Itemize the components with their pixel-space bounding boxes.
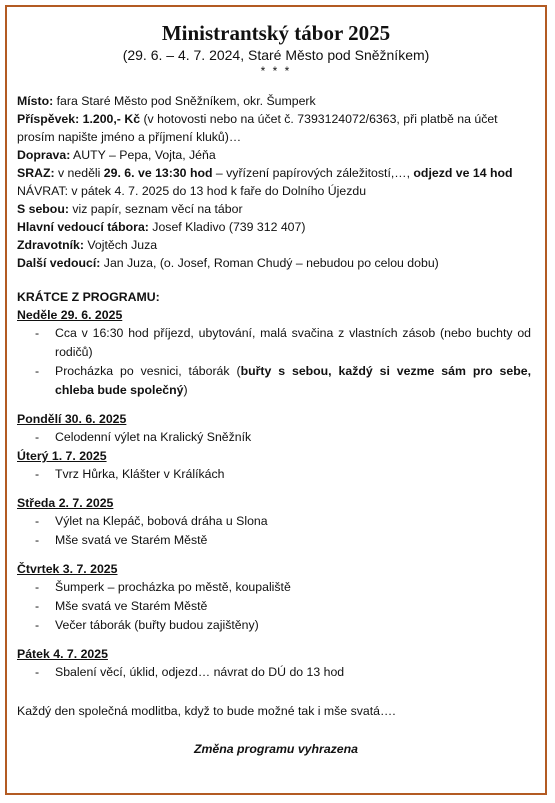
item-text: Šumperk – procházka po městě, koupaliště [55,580,291,594]
sraz-text-2: – vyřízení papírových záležitostí,…, [212,166,414,180]
day-heading: Úterý 1. 7. 2025 [17,449,107,463]
info-sraz [17,164,535,182]
day-heading: Pátek 4. 7. 2025 [17,647,108,661]
zdravotnik-label: Zdravotník: [17,238,84,252]
item-text: Mše svatá ve Starém Městě [55,533,208,547]
item-close: ) [183,383,188,397]
date-location-subtitle: (29. 6. – 4. 7. 2024, Staré Město pod Sněžníkem) [122,47,430,63]
info-dalsi-vedouci [17,254,535,272]
sebou-value: viz papír, seznam věcí na tábor [68,202,243,216]
dalsi-label: Další vedoucí: [17,256,101,270]
closing-note: Změna programu vyhrazena [193,742,358,756]
program-item [55,465,535,484]
info-vedouci [17,218,535,236]
misto-label: Místo: [17,94,54,108]
item-text: Mše svatá ve Starém Městě [55,599,208,613]
day-heading: Pondělí 30. 6. 2025 [17,412,127,426]
program-item [55,324,535,362]
footer-note: Každý den společná modlitba, když to bude možné tak i mše svatá…. [17,704,396,718]
info-zdravotnik [17,236,535,254]
item-text: Tvrz Hůrka, Klášter v Králíkách [55,467,225,481]
misto-value: fara Staré Město pod Sněžníkem, okr. Šumperk [53,94,316,108]
day-items [17,465,535,484]
program-item [55,578,535,597]
document-title: Ministrantský tábor 2025 [161,21,391,45]
program-heading: KRÁTCE Z PROGRAMU: [17,290,160,304]
program-day-tuesday [17,447,535,484]
item-text: Výlet na Klepáč, bobová dráha u Slona [55,514,268,528]
sebou-label: S sebou: [17,202,69,216]
sraz-label: SRAZ: [17,166,55,180]
item-text: Cca v 16:30 hod příjezd, ubytování, malá svačina z vlastních zásob (nebo buchty od rodičů) [55,326,531,359]
program-item [55,616,535,635]
item-text: Procházka po vesnici, táborák ( [55,364,241,378]
day-heading: Čtvrtek 3. 7. 2025 [17,562,118,576]
separator-stars: * * * [260,64,292,78]
program-item [55,362,535,400]
info-misto [17,92,535,110]
program-day-wednesday [17,494,535,550]
program-day-monday [17,410,535,447]
zdravotnik-value: Vojtěch Juza [83,238,158,252]
program-item [55,597,535,616]
info-prispevek [17,110,535,146]
day-items [17,428,535,447]
program-item [55,512,535,531]
program-item [55,531,535,550]
day-items [17,512,535,550]
sraz-text-1: v neděli [54,166,104,180]
info-block [17,92,535,272]
prispevek-value: (v hotovosti nebo na účet č. 7393124072/6363, při platbě na účet prosím napište jméno a příjmení kluků)… [17,112,498,144]
item-bold-text: buřty s sebou, každý si vezme sám pro sebe, chleba bude společný [55,364,531,397]
item-text: Celodenní výlet na Kralický Sněžník [55,430,252,444]
program-day-sunday [17,306,535,400]
vedouci-label: Hlavní vedoucí tábora: [17,220,149,234]
prispevek-label: Příspěvek: 1.200,- Kč [17,112,141,126]
sraz-departure: odjezd ve 14 hod [413,166,513,180]
doprava-value: AUTY – Pepa, Vojta, Jéňa [70,148,216,162]
program-day-thursday [17,560,535,635]
sraz-time: 29. 6. ve 13:30 hod [103,166,213,180]
day-items [17,578,535,635]
document-page [5,5,547,795]
dalsi-value: Jan Juza, (o. Josef, Roman Chudý – nebudou po celou dobu) [100,256,439,270]
day-heading: Středa 2. 7. 2025 [17,496,114,510]
day-items [17,663,535,682]
program-item [55,428,535,447]
info-doprava [17,146,535,164]
info-sebou [17,200,535,218]
day-items [17,324,535,400]
program-item [55,663,535,682]
doprava-label: Doprava: [17,148,71,162]
info-navrat: NÁVRAT: v pátek 4. 7. 2025 do 13 hod k faře do Dolního Újezdu [17,184,367,198]
vedouci-value: Josef Kladivo (739 312 407) [148,220,306,234]
day-heading: Neděle 29. 6. 2025 [17,308,123,322]
item-text: Sbalení věcí, úklid, odjezd… návrat do DÚ do 13 hod [55,665,345,679]
program-day-friday [17,645,535,682]
item-text: Večer táborák (buřty budou zajištěny) [55,618,259,632]
